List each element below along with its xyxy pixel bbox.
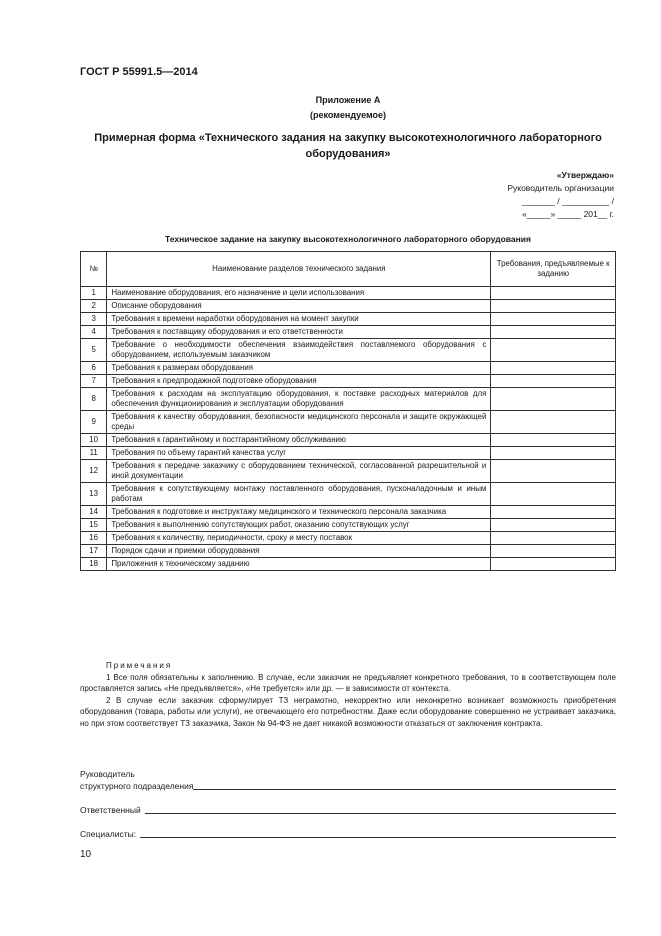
row-section-name: Требования к качеству оборудования, безопасности медицинского персонала и защите окружающей среды bbox=[107, 411, 491, 434]
table-row bbox=[81, 411, 616, 434]
row-requirement-cell[interactable] bbox=[491, 519, 616, 532]
row-section-name: Приложения к техническому заданию bbox=[107, 558, 491, 571]
row-requirement-cell[interactable] bbox=[491, 375, 616, 388]
table-row bbox=[81, 300, 616, 313]
row-section-name: Требования к подготовке и инструктажу медицинского и технического персонала заказчика bbox=[107, 506, 491, 519]
row-section-name: Требования к времени наработки оборудования на момент закупки bbox=[107, 313, 491, 326]
row-requirement-cell[interactable] bbox=[491, 313, 616, 326]
table-caption: Техническое задание на закупку высокотехнологичного лабораторного оборудования bbox=[165, 234, 531, 244]
row-section-name: Требования к передаче заказчику с оборудованием технической, согласованной разрешительной и иной документации bbox=[107, 460, 491, 483]
row-requirement-cell[interactable] bbox=[491, 326, 616, 339]
row-section-name: Требования к расходам на эксплуатацию оборудования, к поставке расходных материалов для обеспечения функционирования и эксплуатации оборудования bbox=[107, 388, 491, 411]
approval-sign-line: _______ / __________ / bbox=[521, 196, 614, 206]
page-number: 10 bbox=[80, 849, 92, 860]
table-header-row bbox=[81, 252, 616, 287]
row-requirement-cell[interactable] bbox=[491, 558, 616, 571]
row-section-name: Требования к сопутствующему монтажу поставленного оборудования, пусконаладочным и иным работам bbox=[107, 483, 491, 506]
row-requirement-cell[interactable] bbox=[491, 362, 616, 375]
table-row bbox=[81, 375, 616, 388]
row-section-name: Требования к гарантийному и постгарантийному обслуживанию bbox=[107, 434, 491, 447]
table-row bbox=[81, 447, 616, 460]
row-number: 2 bbox=[81, 300, 107, 313]
row-number: 8 bbox=[81, 388, 107, 411]
row-number: 17 bbox=[81, 545, 107, 558]
row-number: 14 bbox=[81, 506, 107, 519]
notes-heading: Примечания bbox=[106, 661, 173, 670]
signature-responsible-label: Ответственный bbox=[80, 805, 141, 815]
row-number: 12 bbox=[81, 460, 107, 483]
signature-responsible-line[interactable] bbox=[145, 804, 616, 814]
signature-specialists-line[interactable] bbox=[140, 828, 616, 838]
signature-head-line[interactable] bbox=[193, 780, 616, 790]
row-number: 6 bbox=[81, 362, 107, 375]
row-number: 18 bbox=[81, 558, 107, 571]
note-item: 1 Все поля обязательны к заполнению. В случае, если заказчик не предъявляет конкретного требования, то в соответствующем поле проставляется запись «Не предъявляется», «Не требуется» или др. — в зависимости от контекста. bbox=[80, 672, 616, 693]
row-requirement-cell[interactable] bbox=[491, 300, 616, 313]
table-row bbox=[81, 339, 616, 362]
appendix-title: Приложение А bbox=[315, 95, 381, 105]
row-requirement-cell[interactable] bbox=[491, 545, 616, 558]
row-number: 3 bbox=[81, 313, 107, 326]
approval-heading: «Утверждаю» bbox=[556, 170, 614, 180]
table-row bbox=[81, 287, 616, 300]
row-requirement-cell[interactable] bbox=[491, 447, 616, 460]
row-section-name: Требования по объему гарантий качества услуг bbox=[107, 447, 491, 460]
requirements-table bbox=[80, 251, 616, 571]
table-row bbox=[81, 532, 616, 545]
note-item: 2 В случае если заказчик сформулирует ТЗ неграмотно, некорректно или неконкретно возникает возможность приобретения оборудования (товара, работы или услуги), не отвечающего его потребностям. Даже если оборудование совершенно не устраивает заказчика, но при этом соответствует ТЗ заказчика, Закон № 94-ФЗ не дает никакой возможности отказаться от заключения контракта. bbox=[80, 695, 616, 728]
signature-head-label-2: структурного подразделения bbox=[80, 781, 194, 791]
notes-block bbox=[80, 660, 616, 729]
row-number: 4 bbox=[81, 326, 107, 339]
table-row bbox=[81, 545, 616, 558]
signature-specialists-label: Специалисты: bbox=[80, 829, 137, 839]
table-row bbox=[81, 388, 616, 411]
table-row bbox=[81, 558, 616, 571]
row-requirement-cell[interactable] bbox=[491, 287, 616, 300]
row-section-name: Описание оборудования bbox=[107, 300, 491, 313]
row-section-name: Требования к поставщику оборудования и его ответственности bbox=[107, 326, 491, 339]
header-requirements: Требования, предъявляемые к заданию bbox=[491, 252, 616, 287]
table-row bbox=[81, 519, 616, 532]
row-requirement-cell[interactable] bbox=[491, 434, 616, 447]
row-requirement-cell[interactable] bbox=[491, 460, 616, 483]
table-row bbox=[81, 313, 616, 326]
table-row bbox=[81, 483, 616, 506]
row-section-name: Порядок сдачи и приемки оборудования bbox=[107, 545, 491, 558]
approval-block bbox=[507, 169, 614, 221]
row-section-name: Требования к количеству, периодичности, сроку и месту поставок bbox=[107, 532, 491, 545]
approval-role: Руководитель организации bbox=[507, 183, 614, 193]
table-row bbox=[81, 326, 616, 339]
approval-date-line: «_____» _____ 201__ г. bbox=[522, 209, 614, 219]
header-number: № bbox=[81, 252, 107, 287]
signature-head-label-1: Руководитель bbox=[80, 769, 135, 779]
signature-head bbox=[80, 768, 616, 792]
table-row bbox=[81, 362, 616, 375]
standard-number: ГОСТ Р 55991.5—2014 bbox=[80, 66, 198, 78]
document-title: Примерная форма «Технического задания на закупку высокотехнологичного лабораторного оборудования» bbox=[94, 132, 602, 160]
header-section-name: Наименование разделов технического задания bbox=[107, 252, 491, 287]
row-requirement-cell[interactable] bbox=[491, 411, 616, 434]
row-section-name: Требования к предпродажной подготовке оборудования bbox=[107, 375, 491, 388]
table-row bbox=[81, 434, 616, 447]
row-number: 10 bbox=[81, 434, 107, 447]
row-requirement-cell[interactable] bbox=[491, 388, 616, 411]
row-number: 9 bbox=[81, 411, 107, 434]
row-number: 13 bbox=[81, 483, 107, 506]
row-section-name: Наименование оборудования, его назначение и цели использования bbox=[107, 287, 491, 300]
signature-specialists bbox=[80, 828, 616, 840]
row-section-name: Требования к размерам оборудования bbox=[107, 362, 491, 375]
row-section-name: Требование о необходимости обеспечения взаимодействия поставляемого оборудования с оборудованием, используемым заказчиком bbox=[107, 339, 491, 362]
row-requirement-cell[interactable] bbox=[491, 532, 616, 545]
row-requirement-cell[interactable] bbox=[491, 506, 616, 519]
row-number: 1 bbox=[81, 287, 107, 300]
row-section-name: Требования к выполнению сопутствующих работ, оказанию сопутствующих услуг bbox=[107, 519, 491, 532]
row-requirement-cell[interactable] bbox=[491, 483, 616, 506]
row-number: 7 bbox=[81, 375, 107, 388]
table-row bbox=[81, 460, 616, 483]
row-number: 11 bbox=[81, 447, 107, 460]
row-number: 16 bbox=[81, 532, 107, 545]
row-number: 15 bbox=[81, 519, 107, 532]
row-requirement-cell[interactable] bbox=[491, 339, 616, 362]
row-number: 5 bbox=[81, 339, 107, 362]
appendix-subtitle: (рекомендуемое) bbox=[310, 110, 386, 120]
signature-responsible bbox=[80, 804, 616, 816]
table-row bbox=[81, 506, 616, 519]
